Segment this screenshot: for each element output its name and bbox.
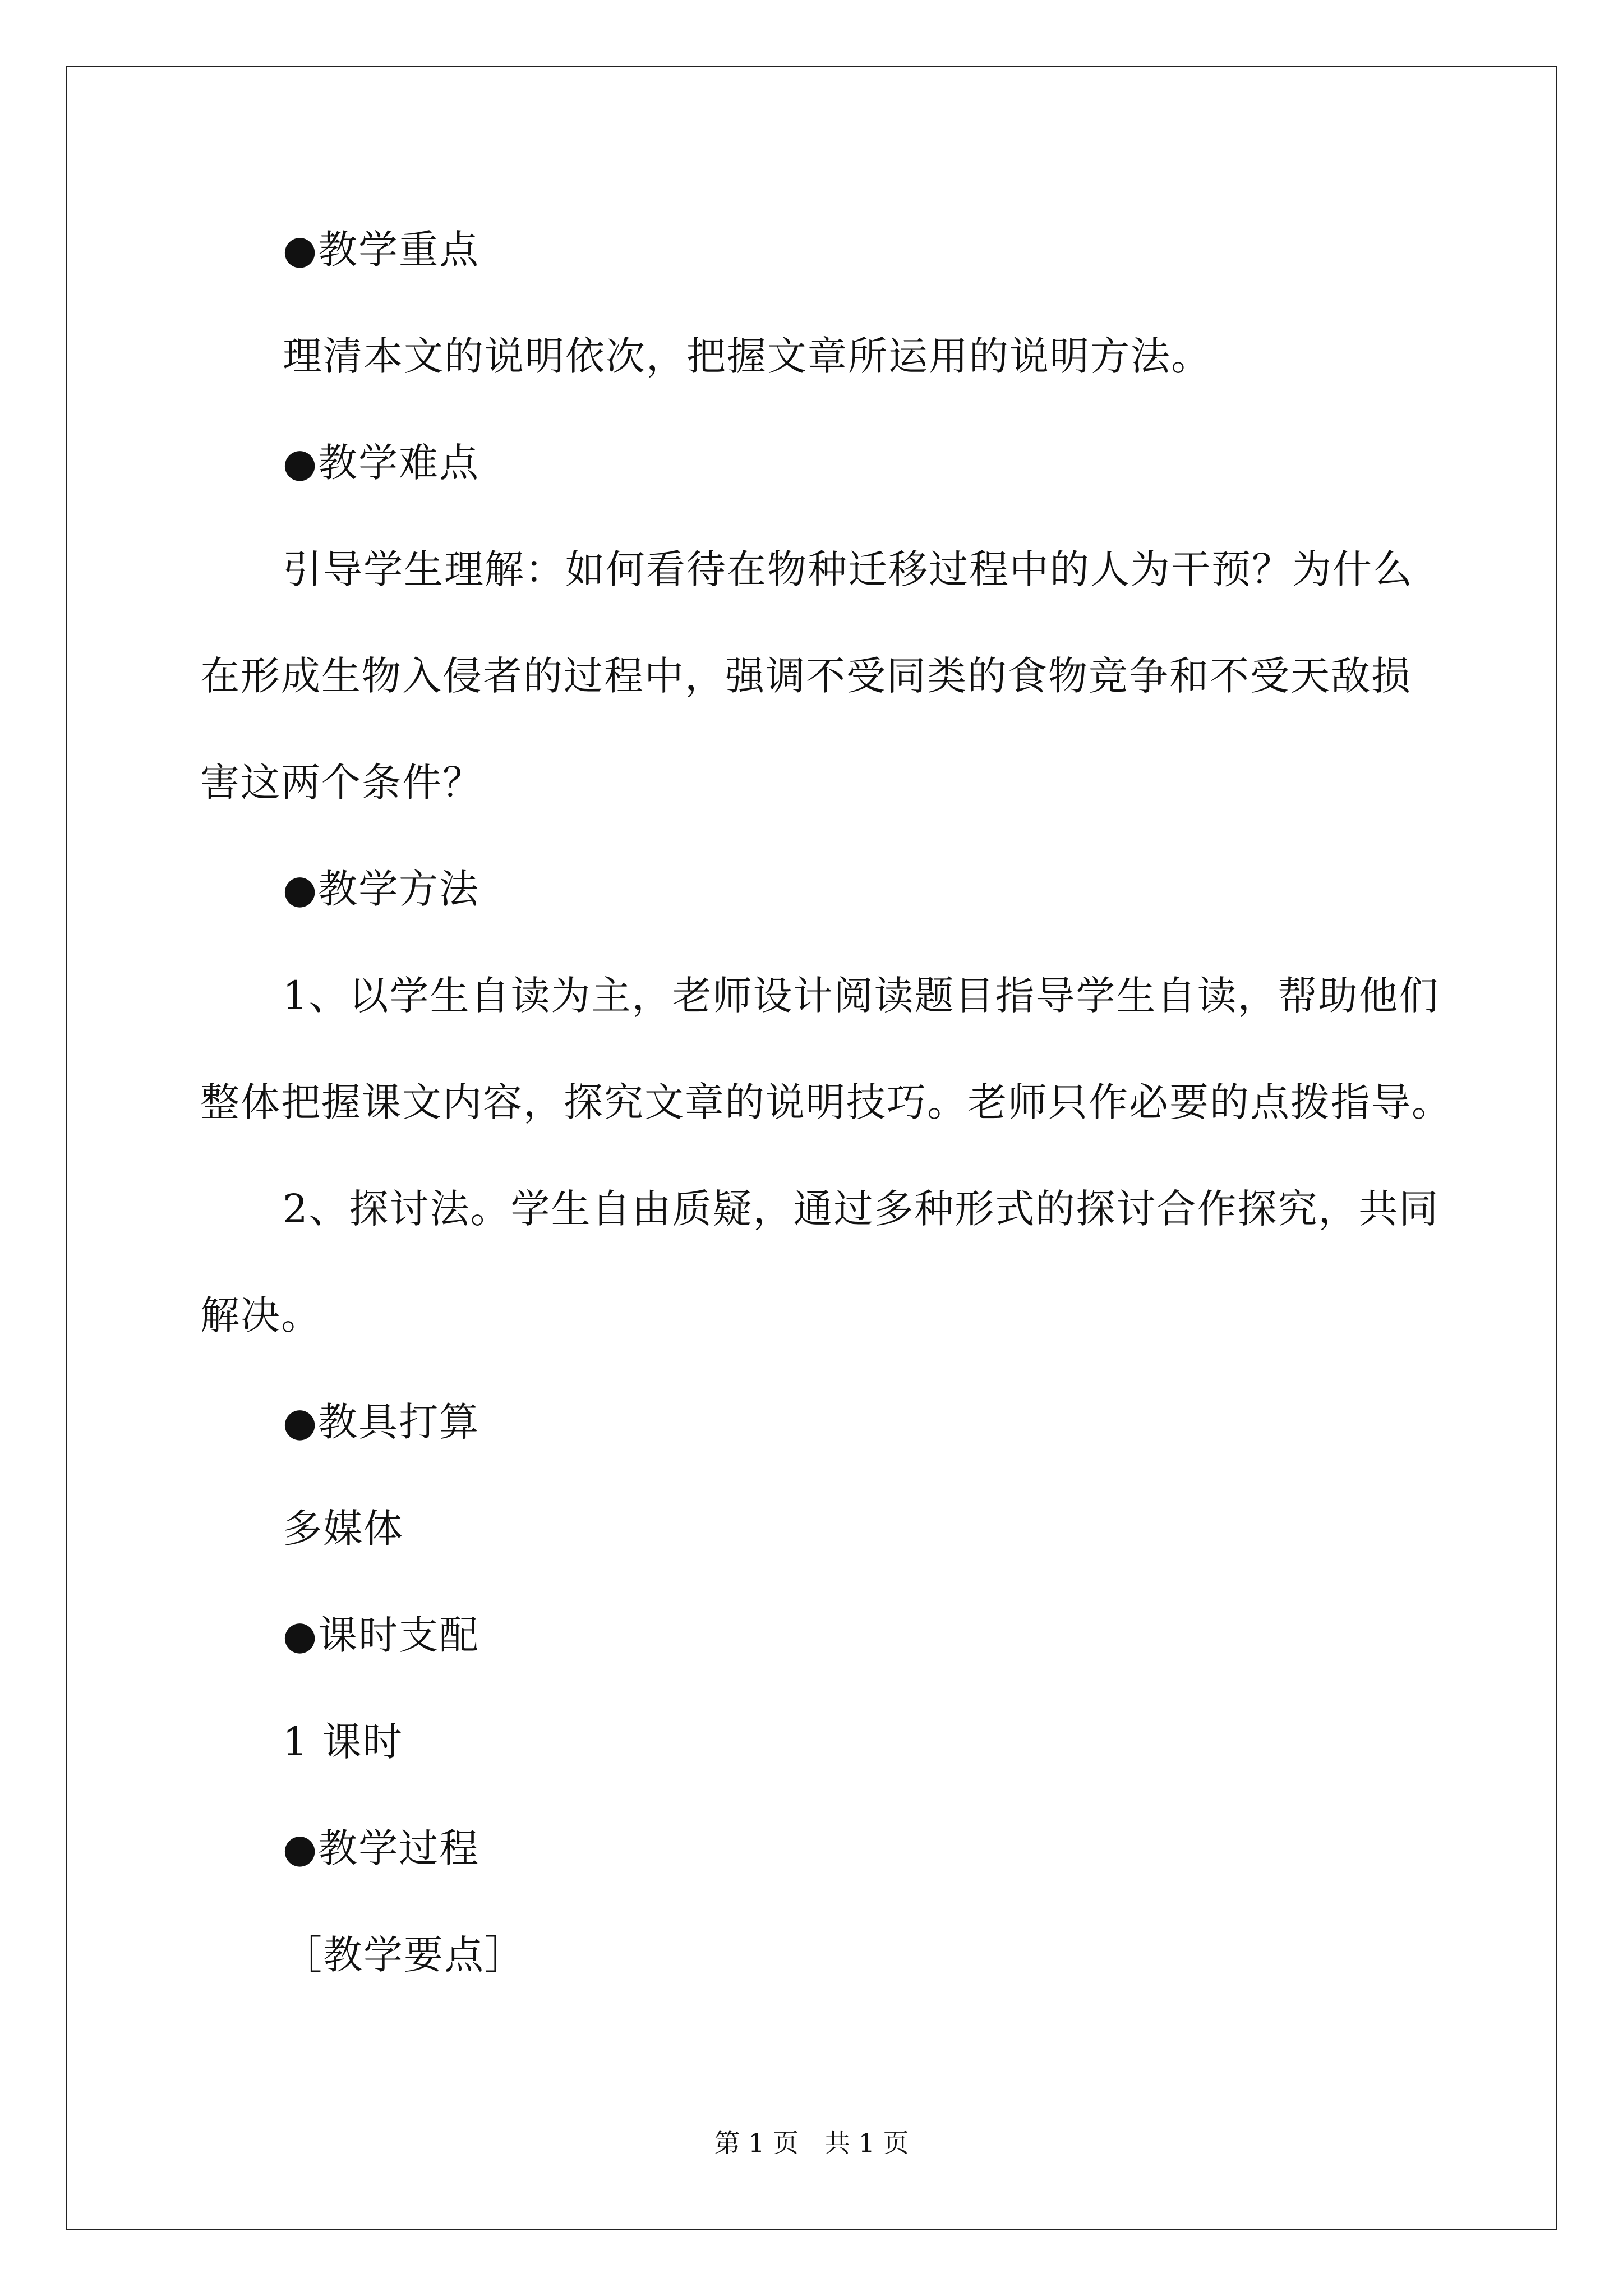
page-footer: 第 1 页 共 1 页 — [714, 2128, 909, 2158]
paragraph-line: 理清本文的说明依次，把握文章所运用的说明方法。 — [283, 333, 1211, 379]
section-label-teaching-points: ［教学要点］ — [283, 1932, 525, 1978]
heading-class-hours: ●课时支配 — [283, 1612, 480, 1658]
heading-teaching-method: ●教学方法 — [283, 866, 480, 912]
paragraph-line: 1 课时 — [283, 1719, 403, 1765]
heading-teaching-difficulty: ●教学难点 — [283, 440, 480, 486]
paragraph-line: 整体把握课文内容，探究文章的说明技巧。老师只作必要的点拨指导。 — [200, 1079, 1452, 1125]
paragraph-line: 在形成生物入侵者的过程中，强调不受同类的食物竞争和不受天敌损 — [200, 653, 1412, 699]
paragraph-line: 多媒体 — [283, 1506, 404, 1552]
heading-teaching-process: ●教学过程 — [283, 1825, 480, 1871]
paragraph-line: 解决。 — [200, 1292, 321, 1338]
page-border — [66, 66, 1557, 2230]
paragraph-line: 2、探讨法。学生自由质疑，通过多种形式的探讨合作探究，共同 — [283, 1186, 1440, 1232]
paragraph-line: 引导学生理解：如何看待在物种迁移过程中的人为干预？为什么 — [283, 546, 1413, 592]
paragraph-line: 害这两个条件？ — [200, 760, 483, 806]
heading-teaching-tools: ●教具打算 — [283, 1399, 480, 1445]
paragraph-line: 1、以学生自读为主，老师设计阅读题目指导学生自读，帮助他们 — [283, 973, 1440, 1019]
heading-teaching-focus: ●教学重点 — [283, 227, 480, 273]
